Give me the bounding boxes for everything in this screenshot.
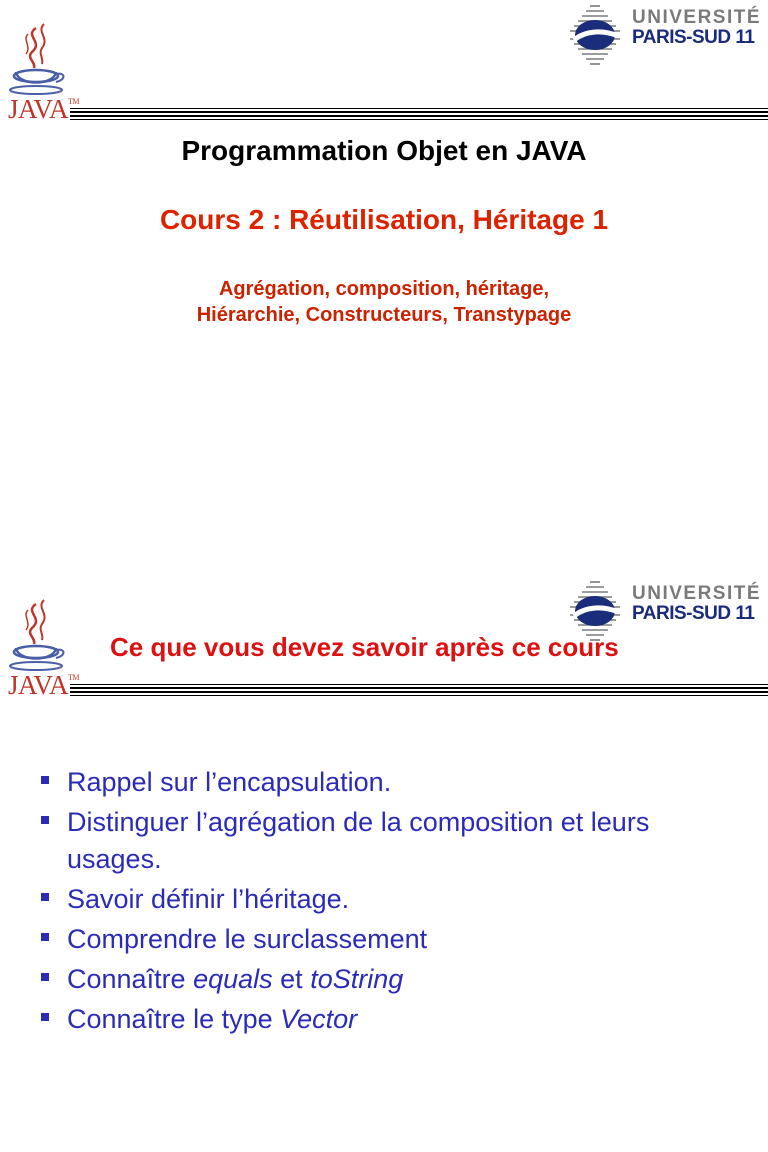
university-logo [560,0,768,70]
header-rule [70,108,768,122]
bullet-square-icon [41,933,49,941]
topics-line-1: Agrégation, composition, héritage, [218,278,550,300]
list-item: Rappel sur l’encapsulation. [36,764,736,801]
bullet-square-icon [41,816,49,824]
java-wordmark: JAVA™ [8,670,80,700]
objectives-list [36,764,736,1041]
list-item: Connaître le type Vector [36,1001,736,1038]
code-term: equals [193,964,273,994]
code-term: Vector [280,1004,358,1034]
java-logo [4,20,80,132]
slide-objectives [0,576,768,1152]
bullet-square-icon [41,1013,49,1021]
lecture-topics [0,276,768,328]
bullet-square-icon [41,973,49,981]
university-label: UNIVERSITÉ [632,583,762,604]
objectives-title: Ce que vous devez savoir après ce cours [110,632,619,662]
list-item: Savoir définir l’héritage. [36,881,736,918]
java-cup-icon [6,596,66,672]
java-cup-icon [6,20,66,96]
code-term: toString [310,964,404,994]
bullet-square-icon [41,776,49,784]
university-name: PARIS-SUD 11 [632,603,755,624]
list-item: Connaître equals et toString [36,961,736,998]
header-rule [70,684,768,698]
bullet-square-icon [41,893,49,901]
list-item: Comprendre le surclassement [36,921,736,958]
topics-line-2: Hiérarchie, Constructeurs, Transtypage [196,304,572,326]
university-label: UNIVERSITÉ [632,7,762,28]
list-item: Distinguer l’agrégation de la composition et leurs usages. [36,804,736,878]
university-name: PARIS-SUD 11 [632,27,755,48]
java-wordmark: JAVA™ [8,94,80,124]
lecture-subtitle: Cours 2 : Réutilisation, Héritage 1 [159,204,609,235]
paris-sud-globe-icon [560,0,630,70]
java-logo [4,596,80,708]
course-title: Programmation Objet en JAVA [181,135,587,166]
